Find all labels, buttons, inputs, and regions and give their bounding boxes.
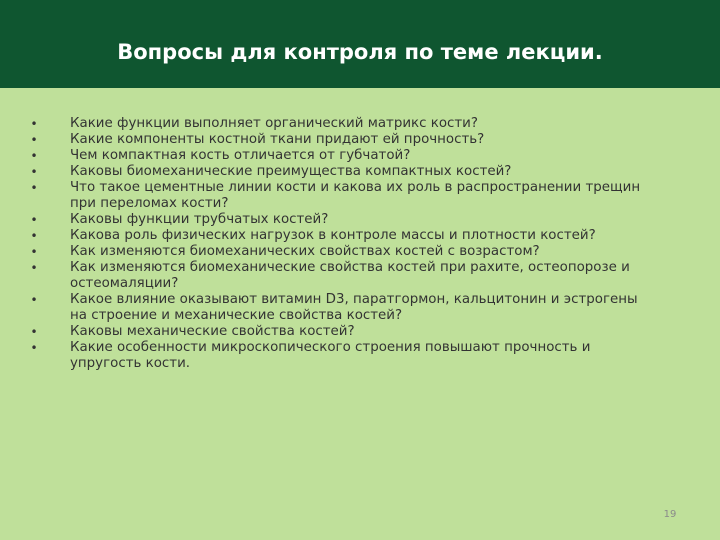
- question-text-continued: на строение и механические свойства костей?: [70, 308, 403, 323]
- question-item: [0, 164, 720, 180]
- bullet-icon: •: [30, 245, 38, 259]
- question-text: Каковы биомеханические преимущества компактных костей?: [70, 164, 512, 179]
- question-text: Каковы механические свойства костей?: [70, 324, 355, 339]
- question-item: [0, 180, 720, 212]
- question-text: Какое влияние оказывают витамин D3, паратгормон, кальцитонин и эстрогены: [70, 292, 638, 307]
- bullet-icon: •: [30, 229, 38, 243]
- question-item: [0, 244, 720, 260]
- question-text: Чем компактная кость отличается от губчатой?: [70, 148, 411, 163]
- question-text: Какие компоненты костной ткани придают ей прочность?: [70, 132, 485, 147]
- question-item: [0, 148, 720, 164]
- bullet-icon: •: [30, 213, 38, 227]
- question-text: Какие функции выполняет органический матрикс кости?: [70, 116, 478, 131]
- bullet-icon: •: [30, 293, 38, 307]
- question-list: [0, 116, 720, 372]
- bullet-icon: •: [30, 165, 38, 179]
- question-text: Какие особенности микроскопического строения повышают прочность и: [70, 340, 591, 355]
- question-item: [0, 340, 720, 372]
- question-text: Какова роль физических нагрузок в контроле массы и плотности костей?: [70, 228, 596, 243]
- slide-title: Вопросы для контроля по теме лекции.: [117, 40, 603, 64]
- page-number: 19: [663, 509, 677, 520]
- bullet-icon: •: [30, 261, 38, 275]
- question-text: Что такое цементные линии кости и какова их роль в распространении трещин: [70, 180, 641, 195]
- bullet-icon: •: [30, 181, 38, 195]
- bullet-icon: •: [30, 117, 38, 131]
- question-item: [0, 132, 720, 148]
- question-item: [0, 292, 720, 324]
- question-text-continued: остеомаляции?: [70, 276, 179, 291]
- bullet-icon: •: [30, 133, 38, 147]
- question-item: [0, 212, 720, 228]
- bullet-icon: •: [30, 149, 38, 163]
- question-text-continued: при переломах кости?: [70, 196, 229, 211]
- question-text: Каковы функции трубчатых костей?: [70, 212, 329, 227]
- question-item: [0, 324, 720, 340]
- question-item: [0, 260, 720, 292]
- question-text: Как изменяются биомеханических свойствах костей с возрастом?: [70, 244, 540, 259]
- question-item: [0, 116, 720, 132]
- question-text: Как изменяются биомеханические свойства костей при рахите, остеопорозе и: [70, 260, 630, 275]
- question-text-continued: упругость кости.: [70, 356, 191, 371]
- bullet-icon: •: [30, 325, 38, 339]
- question-item: [0, 228, 720, 244]
- bullet-icon: •: [30, 341, 38, 355]
